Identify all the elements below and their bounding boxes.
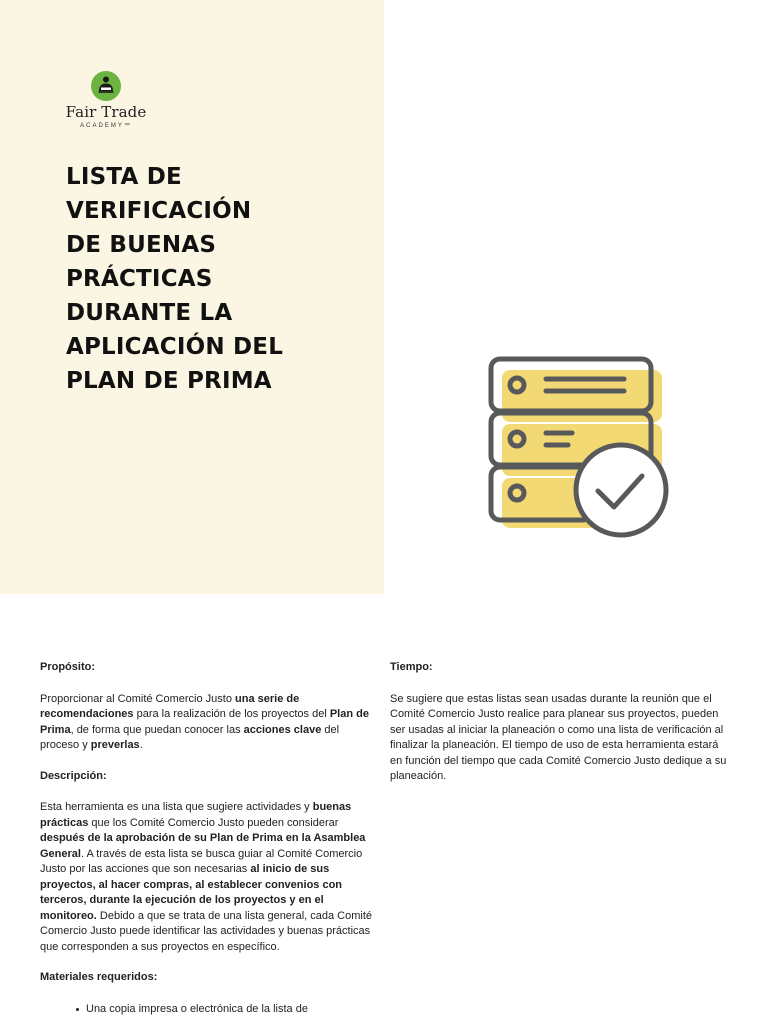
purpose-heading: Propósito: bbox=[40, 661, 95, 673]
title-line: APLICACIÓN DEL bbox=[66, 334, 284, 360]
page-title bbox=[66, 160, 366, 398]
description-heading: Descripción: bbox=[40, 769, 107, 782]
title-line: DURANTE LA bbox=[66, 300, 233, 326]
title-line: VERIFICACIÓN bbox=[66, 198, 252, 224]
purpose-text: Proporcionar al Comité Comercio Justo una serie de recomendaciones para la realización de los proyectos del Plan de Prima, de forma que puedan conocer las acciones clave del proceso y preverlas. bbox=[40, 692, 369, 751]
title-line: LISTA DE bbox=[66, 164, 182, 190]
time-heading: Tiempo: bbox=[390, 661, 433, 673]
title-line: DE BUENAS bbox=[66, 232, 217, 258]
title-line: PRÁCTICAS bbox=[66, 266, 213, 292]
brand-name: Fair Trade bbox=[65, 103, 147, 121]
description-text: Esta herramienta es una lista que sugiere actividades y buenas prácticas que los Comité Comercio Justo pueden considerar después de la aprobación de su Plan de Prima en la Asamblea General. A través de esta lista se busca guiar al Comité Comercio Justo por las acciones que son necesarias al inicio de sus proyectos, al hacer compras, al establecer convenios con terceros, durante la ejecución de los proyectos y en el monitoreo. Debido a que se trata de una lista general, cada Comité Comercio Justo puede identificar las actividades y buenas prácticas que corresponden a sus proyectos en específico. bbox=[40, 801, 373, 953]
fair-trade-logo-icon bbox=[90, 70, 122, 102]
right-column bbox=[390, 660, 730, 800]
materials-item: Una copia impresa o electrónica de la lista de bbox=[40, 1002, 380, 1018]
hero-panel bbox=[0, 0, 384, 594]
title-line: PLAN DE PRIMA bbox=[66, 368, 272, 394]
brand-subtitle: ACADEMY™ bbox=[80, 123, 132, 129]
time-text: Se sugiere que estas listas sean usadas durante la reunión que el Comité Comercio Justo realice para planear sus proyectos, pueden ser usadas al iniciar la planeación o como una lista de verificación al finalizar la planeación. El tiempo de uso de esta herramienta estará en función del tiempo que cada Comité Comercio Justo dedique a su planeación. bbox=[390, 692, 727, 782]
left-column bbox=[40, 660, 380, 1017]
server-checklist-icon bbox=[484, 352, 674, 542]
check-circle bbox=[576, 445, 666, 535]
materials-heading: Materiales requeridos: bbox=[40, 971, 158, 983]
